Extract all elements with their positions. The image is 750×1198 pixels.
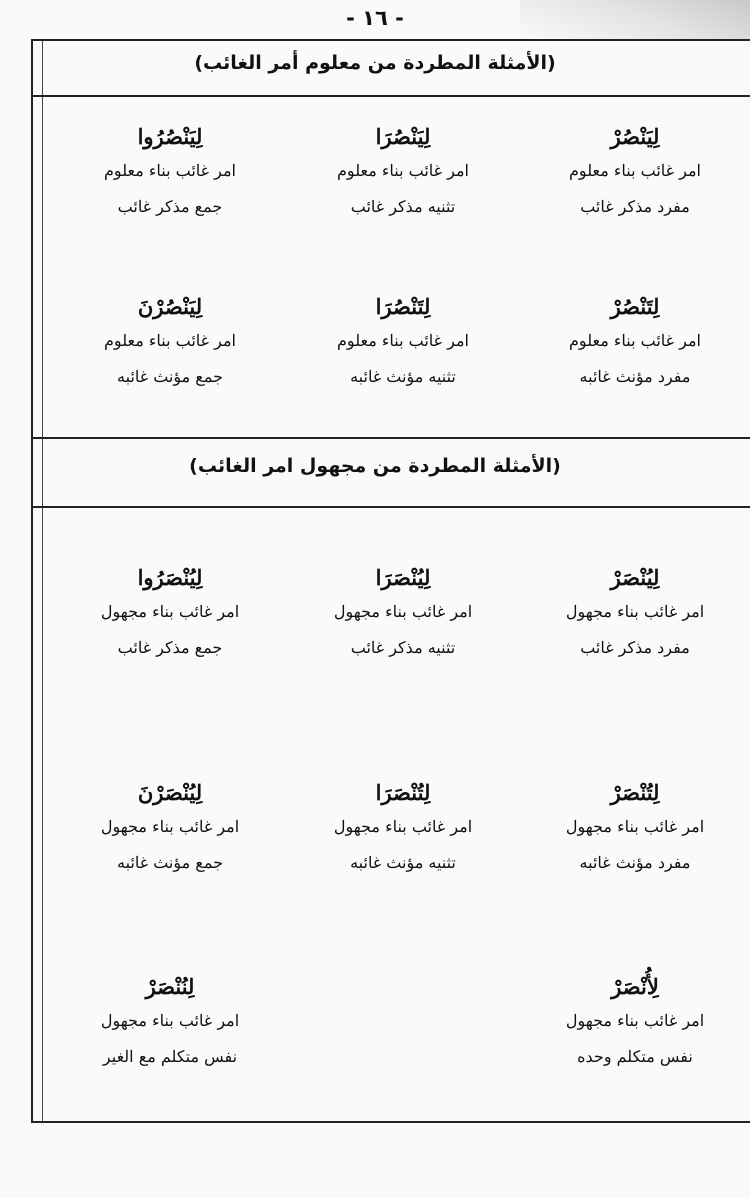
- verb-description: امر غائب بناء مجهول: [100, 1011, 240, 1030]
- section-divider: [33, 506, 750, 508]
- conjugation-cell: [303, 122, 503, 220]
- conjugation-cell: [303, 778, 503, 876]
- verb-description: امر غائب بناء مجهول: [565, 602, 705, 621]
- conjugation-cell: [535, 563, 735, 661]
- conjugation-cell: [70, 122, 270, 220]
- verb-person: جمع مؤنث غائبه: [117, 853, 223, 872]
- section-divider: [33, 437, 750, 439]
- verb-description: امر غائب بناء مجهول: [100, 817, 240, 836]
- verb-form: لِيَنْصُرَا: [375, 124, 431, 149]
- conjugation-cell: [70, 778, 270, 876]
- verb-person: مفرد مذكر غائب: [580, 197, 690, 216]
- section-divider: [33, 95, 750, 97]
- verb-person: مفرد مذكر غائب: [580, 638, 690, 657]
- verb-description: امر غائب بناء مجهول: [565, 1011, 705, 1030]
- verb-description: امر غائب بناء معلوم: [104, 331, 236, 350]
- verb-person: جمع مذكر غائب: [117, 638, 223, 657]
- verb-form: لِتُنْصَرَا: [375, 780, 431, 805]
- verb-description: امر غائب بناء معلوم: [337, 331, 469, 350]
- verb-form: لِتَنْصُرَا: [375, 294, 431, 319]
- conjugation-cell: [535, 292, 735, 390]
- verb-description: امر غائب بناء معلوم: [569, 161, 701, 180]
- verb-person: مفرد مؤنث غائبه: [579, 367, 691, 386]
- verb-person: تثنيه مؤنث غائبه: [350, 367, 456, 386]
- verb-form: لِنُنْصَرْ: [145, 974, 195, 999]
- verb-description: امر غائب بناء مجهول: [333, 817, 473, 836]
- verb-description: امر غائب بناء معلوم: [337, 161, 469, 180]
- verb-person: تثنيه مؤنث غائبه: [350, 853, 456, 872]
- verb-person: نفس متكلم وحده: [577, 1047, 693, 1066]
- page-number: - ١٦ -: [346, 6, 404, 30]
- verb-description: امر غائب بناء مجهول: [333, 602, 473, 621]
- verb-description: امر غائب بناء معلوم: [569, 331, 701, 350]
- conjugation-cell: [535, 122, 735, 220]
- conjugation-cell: [303, 563, 503, 661]
- verb-form: لِتُنْصَرْ: [610, 780, 660, 805]
- verb-form: لِيُنْصَرْ: [610, 565, 660, 590]
- verb-description: امر غائب بناء مجهول: [100, 602, 240, 621]
- verb-form: لِأُنْصَرْ: [611, 974, 659, 999]
- verb-person: جمع مؤنث غائبه: [117, 367, 223, 386]
- verb-description: امر غائب بناء مجهول: [565, 817, 705, 836]
- verb-form: لِيَنْصُرُوا: [137, 124, 203, 149]
- verb-form: لِيُنْصَرْنَ: [137, 780, 203, 805]
- section-title-known: (الأمثلة المطردة من معلوم أمر الغائب): [194, 52, 556, 74]
- verb-person: نفس متكلم مع الغير: [102, 1047, 238, 1066]
- verb-person: تثنيه مذكر غائب: [350, 197, 456, 216]
- verb-form: لِيُنْصَرَا: [375, 565, 431, 590]
- verb-person: جمع مذكر غائب: [117, 197, 223, 216]
- verb-form: لِيَنْصُرْ: [610, 124, 660, 149]
- section-title-unknown: (الأمثلة المطردة من مجهول امر الغائب): [189, 455, 561, 477]
- verb-description: امر غائب بناء معلوم: [104, 161, 236, 180]
- conjugation-cell: [535, 972, 735, 1070]
- verb-person: مفرد مؤنث غائبه: [579, 853, 691, 872]
- conjugation-cell: [70, 292, 270, 390]
- conjugation-cell: [70, 563, 270, 661]
- verb-form: لِيُنْصَرُوا: [137, 565, 203, 590]
- conjugation-cell: [303, 292, 503, 390]
- conjugation-cell: [70, 972, 270, 1070]
- conjugation-cell: [535, 778, 735, 876]
- verb-form: لِيَنْصُرْنَ: [137, 294, 203, 319]
- frame-inner-border: [42, 41, 43, 1121]
- verb-person: تثنيه مذكر غائب: [350, 638, 456, 657]
- verb-form: لِتَنْصُرْ: [610, 294, 660, 319]
